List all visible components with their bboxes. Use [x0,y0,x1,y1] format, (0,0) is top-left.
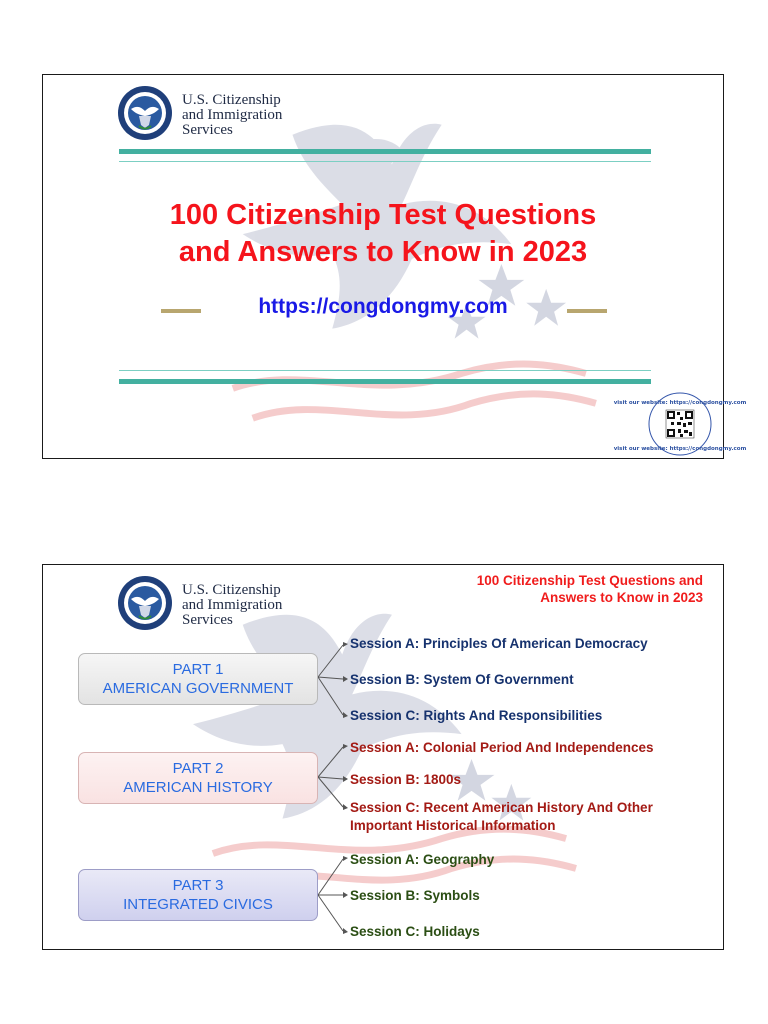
part-2-name: AMERICAN HISTORY [123,779,273,796]
corner-title-line-2: Answers to Know in 2023 [540,590,703,605]
part-1-session-b[interactable]: Session B: System Of Government [350,672,574,687]
uscis-line-1: U.S. Citizenship [182,92,281,108]
uscis-wordmark [182,93,282,138]
bottom-rule-thin [119,370,651,371]
part-2-label: PART 2 [172,760,224,777]
part-1-label: PART 1 [172,661,224,678]
part-2-box[interactable] [78,752,318,804]
title-line-2: and Answers to Know in 2023 [178,236,588,268]
bottom-rule [119,379,651,384]
part-1-name: AMERICAN GOVERNMENT [102,680,294,697]
uscis-line-1: U.S. Citizenship [182,582,281,598]
part-3-name: INTEGRATED CIVICS [123,896,273,913]
part-1-session-c[interactable]: Session C: Rights And Responsibilities [350,708,603,723]
qr-code-badge[interactable] [613,391,747,457]
qr-caption-bottom: visit our website: https://congdongmy.com [613,446,747,452]
website-link[interactable]: https://congdongmy.com [258,295,508,318]
part-2-session-a[interactable]: Session A: Colonial Period And Independences [350,740,654,755]
part-3-box[interactable] [78,869,318,921]
part-1-session-a[interactable]: Session A: Principles Of American Democracy [350,636,648,651]
part-3-session-c[interactable]: Session C: Holidays [350,924,480,939]
part-3-label: PART 3 [172,877,224,894]
part-3-session-a[interactable]: Session A: Geography [350,852,495,867]
page-title [43,197,723,271]
uscis-line-2: and Immigration [182,107,283,123]
part-2-session-c-line-2: Important Historical Information [350,818,556,833]
top-rule [119,149,651,154]
part-1-box[interactable] [78,653,318,705]
uscis-line-3: Services [182,612,233,628]
part-2-session-c-line-1: Session C: Recent American History And Other [350,800,653,815]
title-slide [42,74,747,459]
qr-caption-top: visit our website: https://congdongmy.com [613,400,747,406]
part-3-session-b[interactable]: Session B: Symbols [350,888,480,903]
contents-slide [42,564,724,950]
top-rule-thin [119,161,651,162]
title-line-1: 100 Citizenship Test Questions [169,199,597,231]
uscis-line-2: and Immigration [182,597,283,613]
uscis-line-3: Services [182,122,233,138]
part-2-session-c[interactable] [350,799,653,835]
corner-title-line-1: 100 Citizenship Test Questions and [476,573,703,588]
dhs-seal-icon [117,85,173,141]
part-2-session-b[interactable]: Session B: 1800s [350,772,462,787]
right-dash [567,309,607,313]
